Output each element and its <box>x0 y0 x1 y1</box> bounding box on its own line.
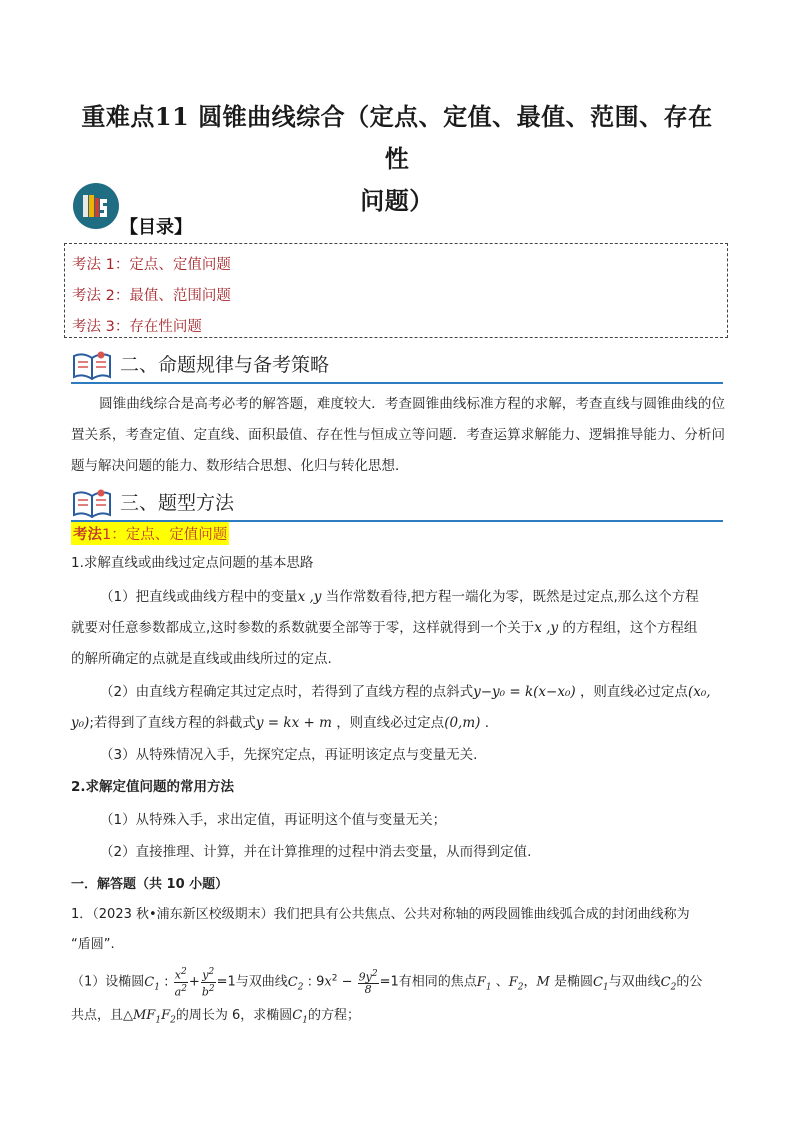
toc-item-2[interactable]: 考法 2：最值、范围问题 <box>72 288 231 304</box>
method1-heading: 1.求解直线或曲线过定点问题的基本思路 <box>71 555 314 571</box>
open-book-icon <box>71 488 113 518</box>
method2-point1: （1）从特殊入手，求出定值，再证明这个值与变量无关； <box>100 812 447 828</box>
exercise-heading: 一．解答题（共 10 小题） <box>71 877 229 892</box>
open-book-icon <box>71 350 113 380</box>
method1-point1-line2: 就要对任意参数都成立,这时参数的系数就要全部等于零，这样就得到一个关于x ,y 的方程组，这个方程组 <box>71 620 698 636</box>
method2-point2: （2）直接推理、计算，并在计算推理的过程中消去变量，从而得到定值. <box>100 844 532 860</box>
method1-point1-line3: 的解所确定的点就是直线或曲线所过的定点. <box>71 651 332 667</box>
exercise-q1-part1-line1: （1）设椭圆$C_1$ : $\frac{x^2}{a^2}$ + $\frac{y^2}{b^2}$ =1与双曲线$C_2$ : $9x^2$ − $\frac{9y^2}{8}$ =1有相同的焦点$F_1$ 、$F_2$，M 是椭圆$C_1$与双曲线$C_2$的公 <box>71 967 703 999</box>
section-methods-heading <box>71 488 723 522</box>
toc-box <box>64 243 728 338</box>
toc-item-3[interactable]: 考法 3：存在性问题 <box>72 319 202 335</box>
method1-point2-line1: （2）由直线方程确定其过定点时，若得到了直线方程的点斜式y−y₀ = k(x−x₀) ，则直线必过定点(x₀, <box>100 684 711 700</box>
exercise-q1-line2: “盾圆”. <box>71 937 115 952</box>
books-logo-icon <box>73 183 119 229</box>
method2-heading: 2.求解定值问题的常用方法 <box>71 779 235 795</box>
method1-point2-line2: y₀);若得到了直线方程的斜截式y = kx + m ，则直线必过定点(0,m) . <box>71 715 489 731</box>
toc-heading: 【目录】 <box>120 217 192 238</box>
exercise-q1-line1: 1．（2023 秋•浦东新区校级期末）我们把具有公共焦点、公共对称轴的两段圆锥曲线弧合成的封闭曲线称为 <box>71 907 690 922</box>
exercise-q1-part1-line2: 共点，且$\triangle MF_1F_2$的周长为 6，求椭圆$C_1$的方程； <box>71 1008 360 1026</box>
method1-point3: （3）从特殊情况入手，先探究定点，再证明该定点与变量无关. <box>100 747 478 763</box>
toc-item-1[interactable]: 考法 1：定点、定值问题 <box>72 257 231 273</box>
section-methods-title: 三、题型方法 <box>120 492 235 514</box>
section-strategy-title: 二、命题规律与备考策略 <box>120 354 330 376</box>
method1-point1-line1: （1）把直线或曲线方程中的变量x ,y 当作常数看待,把方程一端化为零，既然是过定点,那么这个方程 <box>100 589 699 605</box>
title-line-1: 重难点11 圆锥曲线综合（定点、定值、最值、范围、存在性 <box>81 102 713 173</box>
title-line-2: 问题） <box>360 186 434 215</box>
strategy-paragraph: 圆锥曲线综合是高考必考的解答题，难度较大．考查圆锥曲线标准方程的求解，考查直线与圆锥曲线的位置关系，考查定值、定直线、面积最值、存在性与恒成立等问题．考查运算求解能力、逻辑推导能力、分析问题与解决问题的能力、数形结合思想、化归与转化思想． <box>71 396 725 474</box>
method-tag-highlight: 考法1：定点、定值问题 <box>71 522 229 545</box>
section-strategy-heading <box>71 350 723 384</box>
document-title <box>70 96 724 222</box>
